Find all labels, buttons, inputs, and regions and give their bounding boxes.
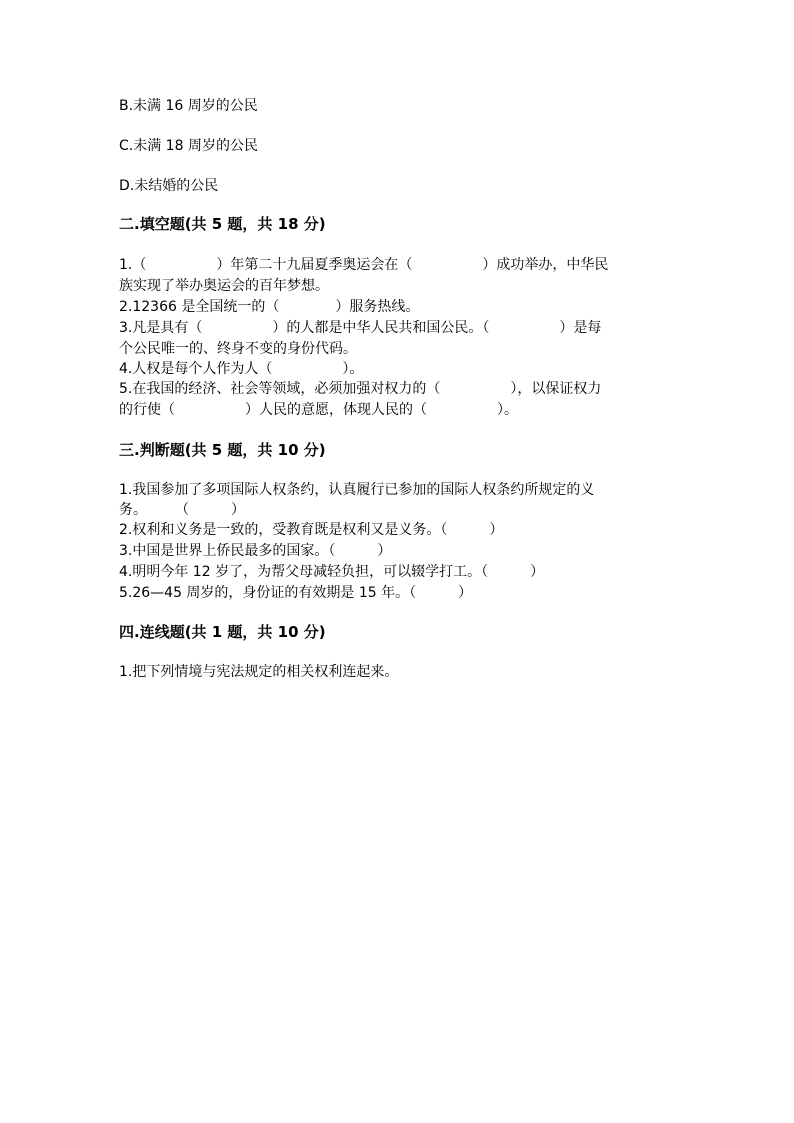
judge-q1-line2: 务。 （ ） (119, 502, 245, 518)
option-d: D.未结婚的公民 (119, 178, 219, 194)
section-3-heading: 三.判断题(共 5 题，共 10 分) (119, 441, 326, 459)
judge-q2: 2.权利和义务是一致的，受教育既是权利又是义务。（ ） (119, 522, 504, 538)
option-b: B.未满 16 周岁的公民 (119, 98, 258, 114)
fill-q2: 2.12366 是全国统一的（ ）服务热线。 (119, 299, 420, 315)
section-2-heading: 二.填空题(共 5 题，共 18 分) (119, 215, 326, 233)
fill-q5-line2: 的行使（ ）人民的意愿，体现人民的（ ）。 (119, 402, 518, 418)
fill-q3-line2: 个公民唯一的、终身不变的身份代码。 (119, 341, 357, 357)
section-4-heading: 四.连线题(共 1 题，共 10 分) (119, 623, 326, 641)
fill-q1-line1: 1.（ ）年第二十九届夏季奥运会在（ ）成功举办，中华民 (119, 257, 609, 273)
fill-q1-line2: 族实现了举办奥运会的百年梦想。 (119, 278, 329, 294)
option-c: C.未满 18 周岁的公民 (119, 138, 258, 154)
judge-q3: 3.中国是世界上侨民最多的国家。（ ） (119, 543, 392, 559)
fill-q5-line1: 5.在我国的经济、社会等领域，必须加强对权力的（ ），以保证权力 (119, 381, 602, 397)
judge-q1-line1: 1.我国参加了多项国际人权条约，认真履行已参加的国际人权条约所规定的义 (119, 482, 595, 498)
fill-q3-line1: 3.凡是具有（ ）的人都是中华人民共和国公民。（ ）是每 (119, 320, 602, 336)
fill-q4: 4.人权是每个人作为人（ ）。 (119, 361, 364, 377)
judge-q5: 5.26—45 周岁的，身份证的有效期是 15 年。（ ） (119, 585, 473, 601)
judge-q4: 4.明明今年 12 岁了，为帮父母减轻负担，可以辍学打工。（ ） (119, 564, 545, 580)
match-q1: 1.把下列情境与宪法规定的相关权利连起来。 (119, 664, 399, 680)
